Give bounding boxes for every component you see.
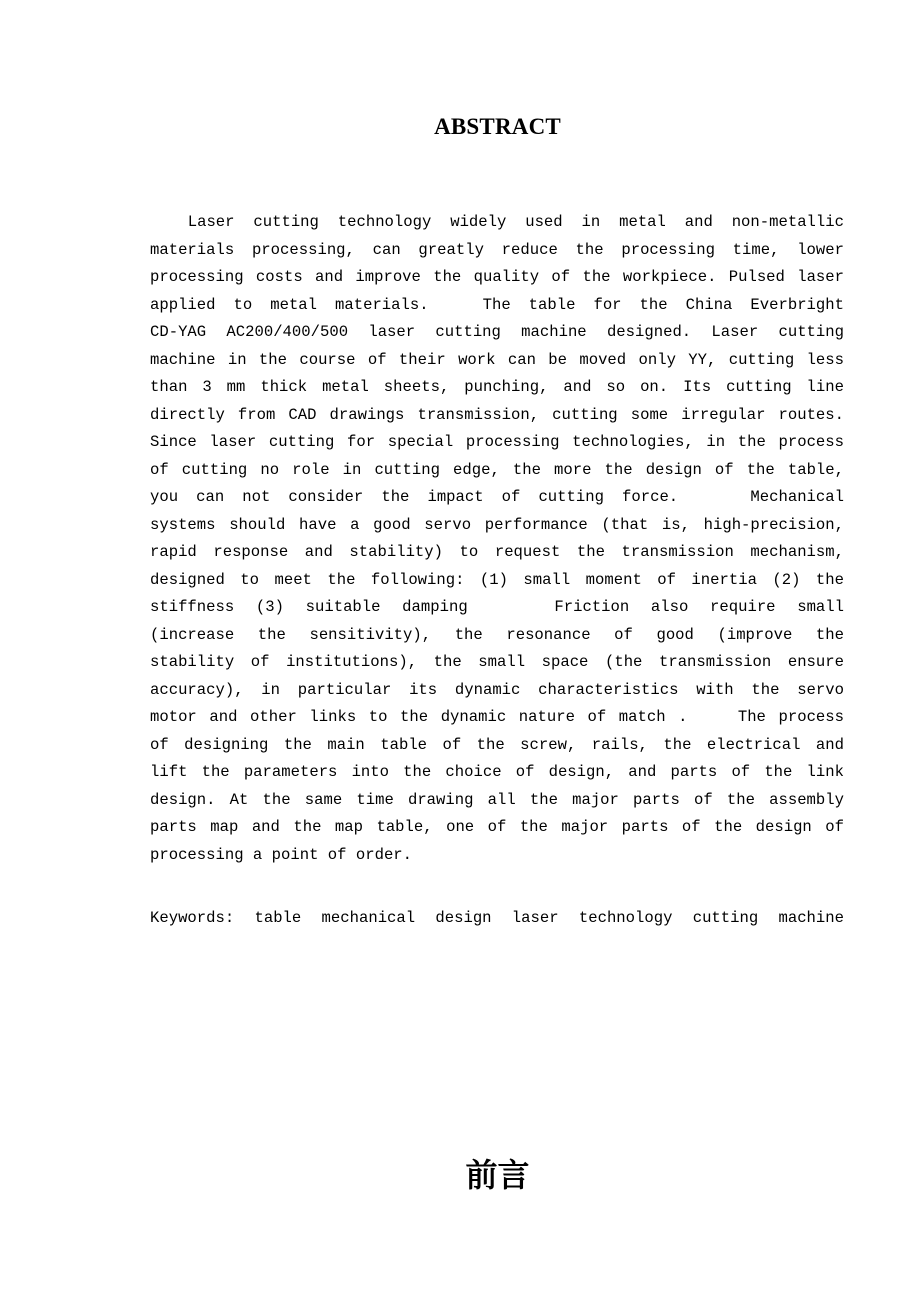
abstract-line: you can not consider the impact of cutting force. Mechanical xyxy=(150,488,844,506)
abstract-line: motor and other links to the dynamic nature of match . The process xyxy=(150,708,844,726)
abstract-line: processing costs and improve the quality of the workpiece. Pulsed laser xyxy=(150,268,844,286)
abstract-body xyxy=(150,209,850,869)
abstract-line: CD-YAG AC200/400/500 laser cutting machine designed. Laser cutting xyxy=(150,323,844,341)
abstract-line: machine in the course of their work can be moved only YY, cutting less xyxy=(150,350,844,369)
abstract-line: processing a point of order. xyxy=(150,845,413,864)
abstract-line: systems should have a good servo performance (that is, high-precision, xyxy=(150,515,844,534)
abstract-line: of designing the main table of the screw, rails, the electrical and xyxy=(150,735,844,754)
keywords-line: Keywords: table mechanical design laser technology cutting machine xyxy=(150,909,844,927)
abstract-line: applied to metal materials. The table for the China Everbright xyxy=(150,295,844,314)
abstract-line: design. At the same time drawing all the major parts of the assembly xyxy=(150,790,844,809)
abstract-line: Laser cutting technology widely used in metal and non-metallic xyxy=(150,213,844,231)
abstract-line: than 3 mm thick metal sheets, punching, and so on. Its cutting line xyxy=(150,378,844,396)
abstract-line: rapid response and stability) to request the transmission mechanism, xyxy=(150,543,844,561)
abstract-line: accuracy), in particular its dynamic characteristics with the servo xyxy=(150,680,844,699)
abstract-title: ABSTRACT xyxy=(434,114,561,139)
abstract-line: stiffness (3) suitable damping Friction also require small xyxy=(150,598,844,616)
abstract-line: designed to meet the following: (1) small moment of inertia (2) the xyxy=(150,570,844,589)
abstract-line: materials processing, can greatly reduce the processing time, lower xyxy=(150,240,844,259)
abstract-line: (increase the sensitivity), the resonance of good (improve the xyxy=(150,625,844,644)
abstract-line: parts map and the map table, one of the major parts of the design of xyxy=(150,818,844,836)
abstract-line: directly from CAD drawings transmission, cutting some irregular routes. xyxy=(150,405,844,424)
abstract-line: Since laser cutting for special processing technologies, in the process xyxy=(150,433,844,451)
abstract-line: stability of institutions), the small space (the transmission ensure xyxy=(150,653,844,671)
abstract-line: of cutting no role in cutting edge, the more the design of the table, xyxy=(150,460,844,479)
preface-title: 前言 xyxy=(465,1156,530,1194)
abstract-line: lift the parameters into the choice of design, and parts of the link xyxy=(150,763,844,781)
